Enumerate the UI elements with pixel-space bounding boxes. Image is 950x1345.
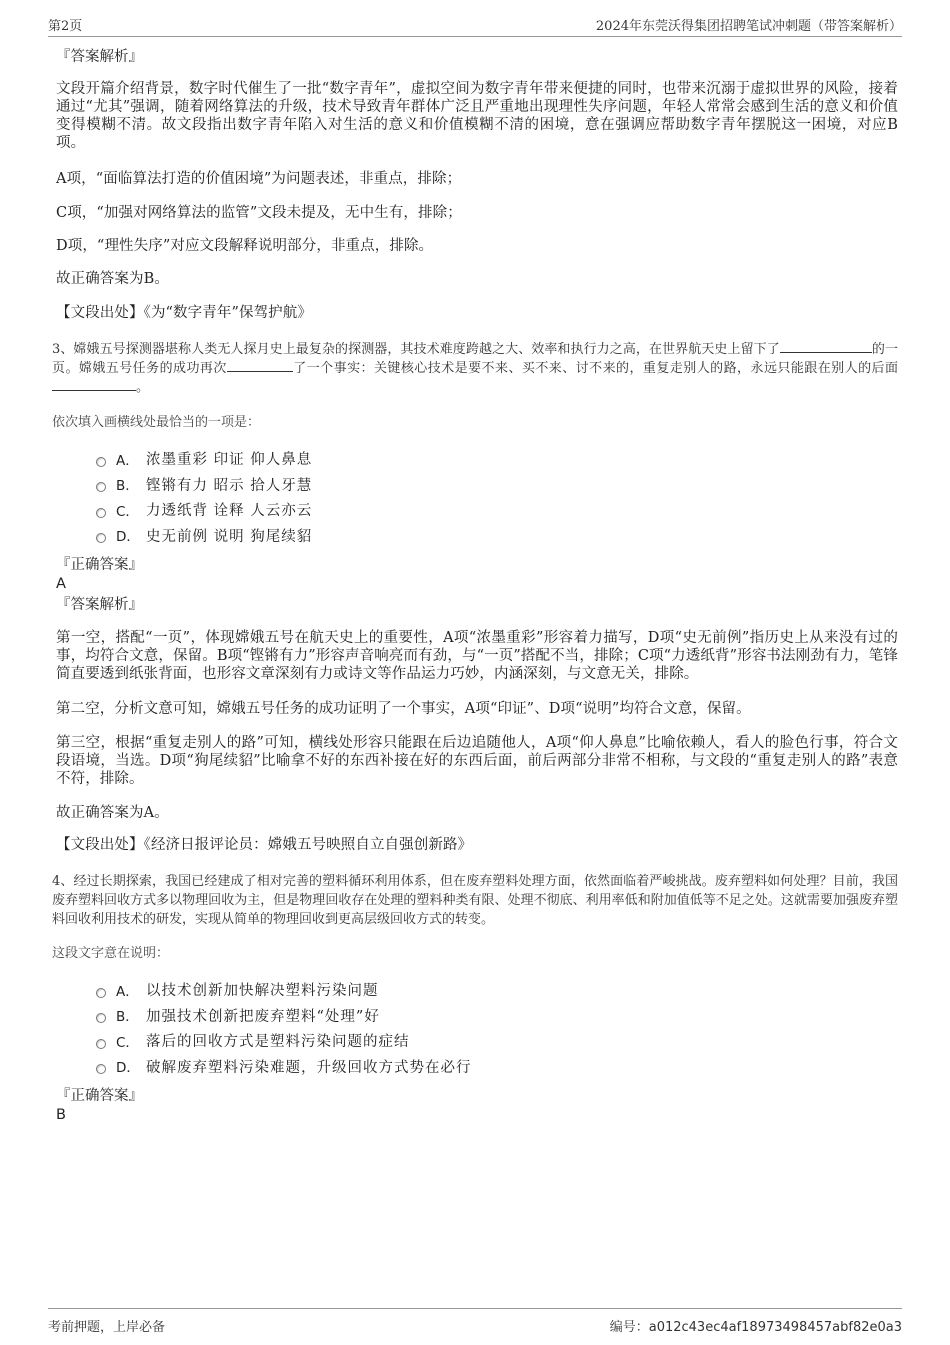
document-code: 编号：a012c43ec4af18973498457abf82e0a3 — [609, 1319, 902, 1335]
q4-option-b[interactable]: B． 加强技术创新把废弃塑料“处理”好 — [96, 1003, 796, 1029]
q3-analysis-title: 『答案解析』 — [56, 597, 143, 613]
q2-analysis-option-a: A项，“面临算法打造的价值困境”为问题表述，非重点，排除； — [56, 171, 462, 187]
q3-option-c[interactable]: C． 力透纸背 诠释 人云亦云 — [96, 497, 796, 523]
q3-answer-title: 『正确答案』 — [56, 557, 143, 573]
radio-icon[interactable] — [96, 508, 106, 518]
q4-answer-title: 『正确答案』 — [56, 1088, 143, 1104]
q3-analysis-paragraph-1: 第一空，搭配“一页”，体现嫦娥五号在航天史上的重要性，A项“浓墨重彩”形容着力描写，D项“史无前例”指历史上从来没有过的事，均符合文意，保留。B项“铿锵有力”形容声音响亮而有劲，与“一页”搭配不当，排除；C项“力透纸背”形容书法刚劲有力，笔锋简直要透到纸张背面，也形容文章深刻有力或诗文等作品运力巧妙，内涵深刻，与文意无关，排除。 — [56, 630, 898, 682]
q4-option-d[interactable]: D． 破解废弃塑料污染难题，升级回收方式势在必行 — [96, 1054, 796, 1080]
q3-option-b[interactable]: B． 铿锵有力 昭示 拾人牙慧 — [96, 472, 796, 498]
q4-stem: 4、经过长期探索，我国已经建成了相对完善的塑料循环利用体系，但在废弃塑料处理方面，依然面临着严峻挑战。废弃塑料如何处理？目前，我国废弃塑料回收方式多以物理回收为主，但是物理回收存在处理的塑料种类有限、处理不彻底、利用率低和附加值低等不足之处。这就需要加强废弃塑料回收利用技术的研发，实现从简单的物理回收到更高层级回收方式的转变。 — [52, 874, 898, 927]
radio-icon[interactable] — [96, 1039, 106, 1049]
footer-slogan: 考前押题，上岸必备 — [48, 1319, 166, 1335]
q3-blank-2 — [227, 359, 293, 372]
radio-icon[interactable] — [96, 457, 106, 467]
q3-instruction: 依次填入画横线处最恰当的一项是： — [52, 415, 261, 430]
q2-conclusion: 故正确答案为B。 — [56, 271, 169, 287]
radio-icon[interactable] — [96, 1013, 106, 1023]
page-footer — [48, 1308, 902, 1337]
radio-icon[interactable] — [96, 1064, 106, 1074]
q4-options — [96, 977, 796, 1079]
q3-analysis-paragraph-3: 第三空，根据“重复走别人的路”可知，横线处形容只能跟在后边追随他人，A项“仰人鼻息”比喻依赖人，看人的脸色行事，符合文段语境，当选。D项“狗尾续貂”比喻拿不好的东西补接在好的东西后面，前后两部分非常不相称，与文段的“重复走别人的路”表意不符，排除。 — [56, 735, 898, 787]
radio-icon[interactable] — [96, 988, 106, 998]
q3-options — [96, 446, 796, 548]
q4-option-c[interactable]: C． 落后的回收方式是塑料污染问题的症结 — [96, 1028, 796, 1054]
q4-instruction: 这段文字意在说明： — [52, 946, 170, 961]
q3-blank-3 — [52, 378, 136, 391]
q2-analysis-paragraph: 文段开篇介绍背景，数字时代催生了一批“数字青年”，虚拟空间为数字青年带来便捷的同时，也带来沉溺于虚拟世界的风险，接着通过“尤其”强调，随着网络算法的升级，技术导致青年群体广泛且严重地出现理性失序问题，年轻人常常会感到生活的意义和价值变得模糊不清。故文段指出数字青年陷入对生活的意义和价值模糊不清的困境，意在强调应帮助数字青年摆脱这一困境，对应B项。 — [56, 81, 898, 151]
q2-analysis-option-c: C项，“加强对网络算法的监管”文段未提及，无中生有，排除； — [56, 205, 462, 221]
q3-stem: 3、嫦娥五号探测器堪称人类无人探月史上最复杂的探测器，其技术难度跨越之大、效率和执行力之高，在世界航天史上留下了 的一页。嫦娥五号任务的成功再次 了一个事实：关键核心技术是要不来、买不来、讨不来的，重复走别人的路，永远只能跟在别人的后面。 — [52, 342, 898, 395]
page-header — [48, 12, 902, 37]
q3-option-d[interactable]: D． 史无前例 说明 狗尾续貂 — [96, 523, 796, 549]
q4-answer: B — [56, 1107, 66, 1123]
q4-option-a[interactable]: A． 以技术创新加快解决塑料污染问题 — [96, 977, 796, 1003]
page-number: 第2页 — [48, 19, 83, 34]
radio-icon[interactable] — [96, 533, 106, 543]
q3-analysis-paragraph-2: 第二空，分析文意可知，嫦娥五号任务的成功证明了一个事实，A项“印证”、D项“说明”均符合文意，保留。 — [56, 701, 751, 717]
q2-source: 【文段出处】《为“数字青年”保驾护航》 — [56, 305, 312, 321]
q2-analysis-option-d: D项，“理性失序”对应文段解释说明部分，非重点，排除。 — [56, 238, 434, 254]
radio-icon[interactable] — [96, 482, 106, 492]
document-title: 2024年东莞沃得集团招聘笔试冲刺题（带答案解析） — [595, 19, 902, 34]
q3-option-a[interactable]: A． 浓墨重彩 印证 仰人鼻息 — [96, 446, 796, 472]
q3-source: 【文段出处】《经济日报评论员：嫦娥五号映照自立自强创新路》 — [56, 837, 473, 853]
q3-conclusion: 故正确答案为A。 — [56, 805, 169, 821]
q2-analysis-title: 『答案解析』 — [56, 49, 143, 65]
q3-blank-1 — [780, 340, 872, 353]
q3-answer: A — [56, 576, 66, 592]
